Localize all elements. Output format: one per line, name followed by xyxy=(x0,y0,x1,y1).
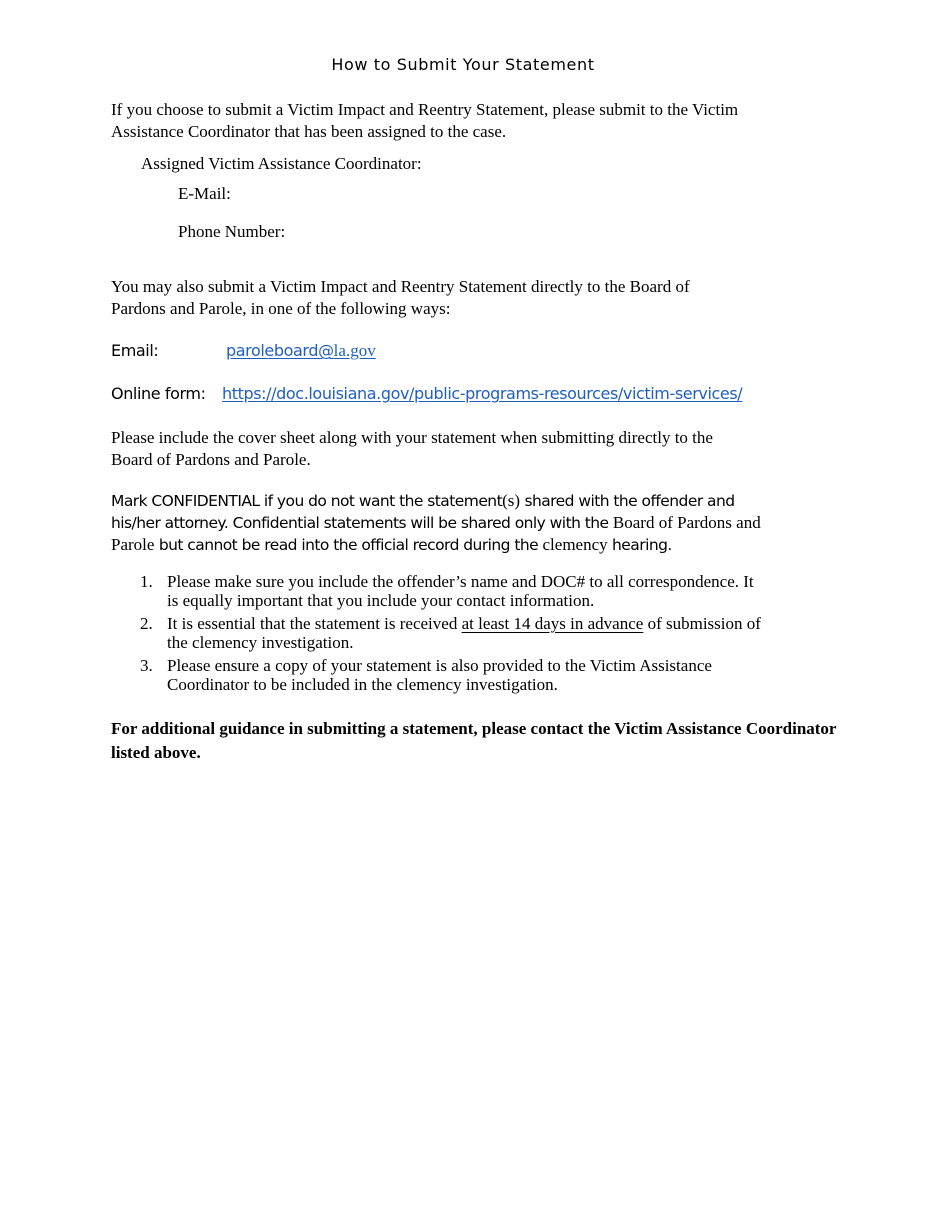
list-item-line-2: the clemency investigation. xyxy=(167,633,354,652)
list-item-line-2: Coordinator to be included in the clemency investigation. xyxy=(167,675,558,694)
guidance-line-2: listed above. xyxy=(111,743,201,762)
additional-guidance-note xyxy=(111,717,836,765)
list-text: of submission of xyxy=(643,614,761,633)
confidential-paragraph xyxy=(111,490,761,556)
cover-sheet-paragraph xyxy=(111,427,713,470)
deadline-emphasis: at least 14 days in advance xyxy=(461,614,644,633)
confidential-text: shared with the offender and xyxy=(520,492,735,510)
coordinator-email-label: E-Mail: xyxy=(178,184,231,203)
board-line-1: You may also submit a Victim Impact and Reentry Statement directly to the Board of xyxy=(111,277,690,296)
board-email-domain: la.gov xyxy=(333,341,376,360)
page-title: How to Submit Your Statement xyxy=(331,55,595,74)
confidential-text: (s) xyxy=(502,491,521,510)
list-item-line-1: Please ensure a copy of your statement is also provided to the Victim Assistance xyxy=(167,656,712,675)
list-number: 2. xyxy=(140,614,153,633)
coordinator-heading: Assigned Victim Assistance Coordinator: xyxy=(141,154,422,173)
list-text: It is essential that the statement is received xyxy=(167,614,462,633)
list-item-line-1: Please make sure you include the offender’s name and DOC# to all correspondence. It xyxy=(167,572,754,591)
confidential-text: his/her attorney. Confidential statements will be shared only with the xyxy=(111,514,613,532)
board-line-2: Pardons and Parole, in one of the following ways: xyxy=(111,298,451,318)
confidential-text: Parole xyxy=(111,535,155,554)
online-form-label: Online form: xyxy=(111,384,206,403)
list-number: 3. xyxy=(140,656,153,675)
board-email-label: Email: xyxy=(111,341,159,360)
online-form-link[interactable]: https://doc.louisiana.gov/public-programs-resources/victim-services/ xyxy=(222,384,743,403)
guidance-line-1: For additional guidance in submitting a statement, please contact the Victim Assistance Coordinator xyxy=(111,719,837,738)
list-number: 1. xyxy=(140,572,153,591)
intro-line-1: If you choose to submit a Victim Impact and Reentry Statement, please submit to the Victim xyxy=(111,100,739,119)
cover-line-2: Board of Pardons and Parole. xyxy=(111,449,311,469)
confidential-text: Board of Pardons and xyxy=(612,513,761,532)
confidential-line-3 xyxy=(111,534,761,556)
coordinator-phone-label: Phone Number: xyxy=(178,222,286,241)
cover-line-1: Please include the cover sheet along with your statement when submitting directly to the xyxy=(111,428,713,447)
confidential-line-1 xyxy=(111,490,761,512)
intro-line-2: Assistance Coordinator that has been assigned to the case. xyxy=(111,121,507,141)
board-email-link[interactable] xyxy=(226,341,376,361)
list-item-line-2: is equally important that you include your contact information. xyxy=(167,591,595,610)
confidential-text: hearing. xyxy=(607,536,672,554)
confidential-line-2 xyxy=(111,512,761,534)
intro-paragraph xyxy=(111,99,738,142)
list-item-line-1 xyxy=(167,614,761,633)
board-paragraph xyxy=(111,276,690,319)
board-email-user: paroleboard@ xyxy=(226,341,334,360)
confidential-text: Mark CONFIDENTIAL if you do not want the statement xyxy=(111,492,503,510)
confidential-text: but cannot be read into the official record during the xyxy=(154,536,543,554)
confidential-text: clemency xyxy=(542,535,608,554)
